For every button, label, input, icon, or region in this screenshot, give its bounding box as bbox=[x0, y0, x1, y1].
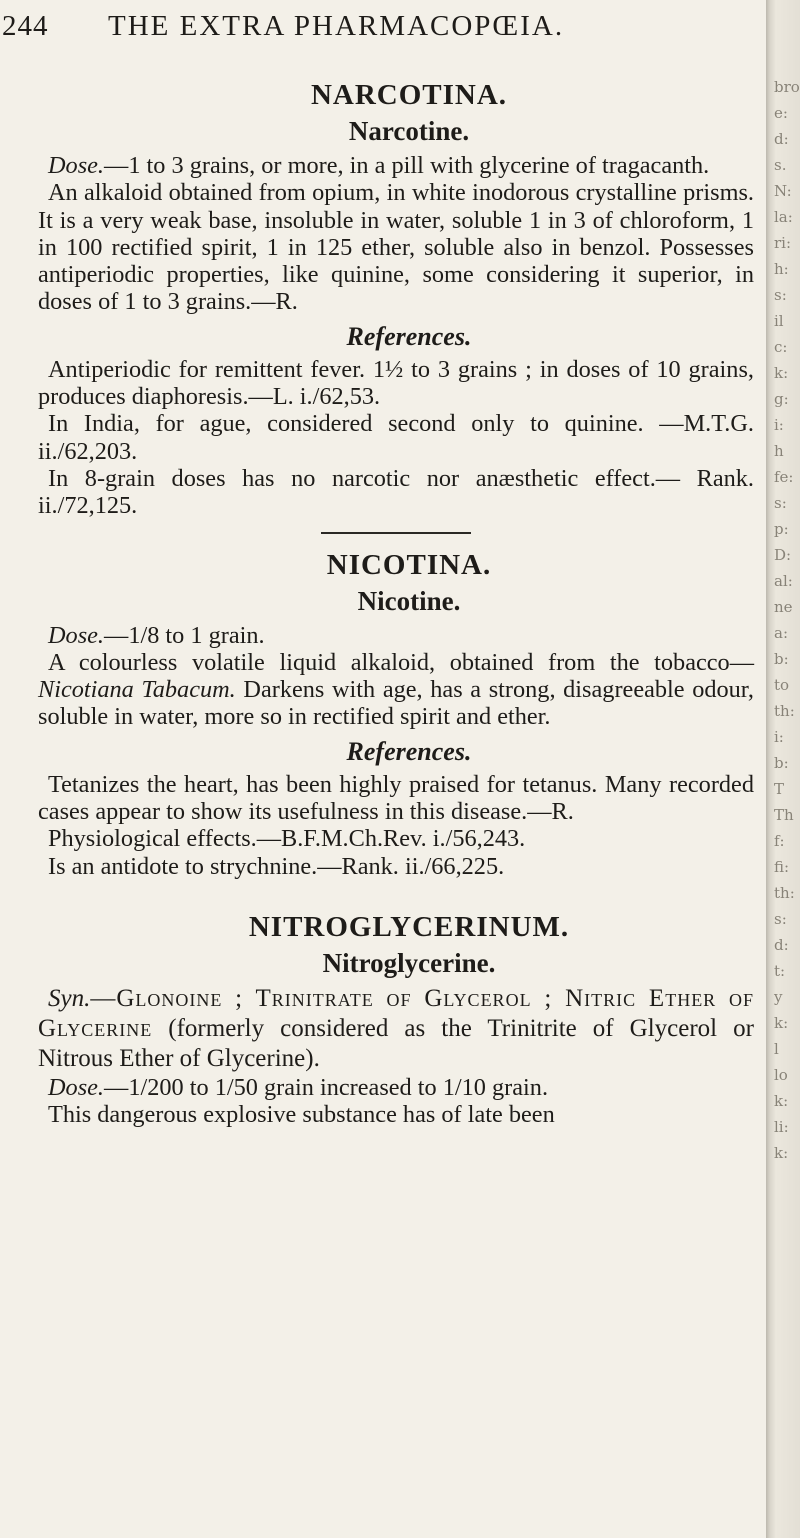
description-paragraph: This dangerous explosive substance has of late been bbox=[48, 1101, 555, 1129]
section-subtitle: Narcotine. bbox=[348, 116, 470, 146]
edge-text-fragment: b: bbox=[774, 650, 789, 668]
edge-text-fragment: y bbox=[774, 988, 783, 1006]
edge-text-fragment: li: bbox=[774, 1118, 789, 1136]
references-heading: References. bbox=[346, 321, 472, 351]
section-title: NICOTINA. bbox=[326, 548, 492, 581]
edge-text-fragment: i: bbox=[774, 416, 784, 434]
page-content bbox=[38, 78, 754, 1129]
section-title: NITROGLYCERINUM. bbox=[248, 910, 570, 943]
section-subtitle: Nicotine. bbox=[357, 585, 461, 616]
edge-text-fragment: t: bbox=[774, 962, 786, 980]
edge-text-fragment: i: bbox=[774, 728, 784, 746]
edge-text-fragment: a: bbox=[774, 624, 788, 642]
section-narcotina bbox=[38, 78, 754, 534]
edge-text-fragment: Th bbox=[774, 806, 794, 824]
edge-text-fragment: f: bbox=[774, 832, 785, 850]
edge-text-fragment: to bbox=[774, 676, 790, 694]
description-text: Darkens with age, has a strong, disagreeable odour, soluble in water, more so in rectified spirit and ether. bbox=[38, 676, 754, 731]
section-nicotina bbox=[38, 548, 754, 910]
reference-item: Physiological effects.—B.F.M.Ch.Rev. i./56,243. bbox=[48, 825, 526, 853]
edge-text-fragment: ne bbox=[774, 598, 793, 616]
edge-text-fragment: b: bbox=[774, 754, 789, 772]
edge-text-fragment: s: bbox=[774, 286, 787, 304]
edge-text-fragment: p: bbox=[774, 520, 789, 538]
section-title: NARCOTINA. bbox=[310, 79, 508, 111]
reference-item: In 8-grain doses has no narcotic nor anæsthetic effect.— Rank. ii./72,125. bbox=[38, 464, 754, 520]
reference-item: Antiperiodic for remittent fever. 1½ to 3 grains ; in doses of 10 grains, produces diaphoresis.—L. i./62,53. bbox=[38, 355, 754, 411]
edge-text-fragment: d: bbox=[774, 936, 789, 954]
reference-item: Is an antidote to strychnine.—Rank. ii./66,225. bbox=[48, 852, 505, 880]
adjacent-page-edge bbox=[766, 0, 800, 1538]
edge-text-fragment: s. bbox=[774, 156, 787, 174]
edge-text-fragment: c: bbox=[774, 338, 788, 356]
edge-text-fragment: s: bbox=[774, 494, 787, 512]
edge-text-fragment: lo bbox=[774, 1066, 788, 1084]
species-name: Nicotiana Tabacum. bbox=[38, 676, 236, 704]
edge-text-fragment: fi: bbox=[774, 858, 790, 876]
edge-text-fragment: la: bbox=[774, 208, 793, 226]
syn-label: Syn. bbox=[48, 984, 91, 1012]
dose-label: Dose. bbox=[48, 1073, 105, 1101]
edge-text-fragment: d: bbox=[774, 130, 789, 148]
edge-text-fragment: T bbox=[774, 780, 785, 798]
edge-text-fragment: s: bbox=[774, 910, 787, 928]
section-spacer bbox=[38, 880, 754, 910]
dose-text: —1/200 to 1/50 grain increased to 1/10 grain. bbox=[104, 1073, 549, 1101]
running-head bbox=[0, 10, 640, 50]
edge-text-fragment: l bbox=[774, 1040, 779, 1058]
description-paragraph bbox=[38, 649, 754, 731]
edge-text-fragment: il bbox=[774, 312, 784, 330]
edge-text-fragment: th: bbox=[774, 884, 795, 902]
synonyms-note: (formerly considered as the Trinitrite of Glycerol or Nitrous Ether of Glycerine). bbox=[38, 1014, 754, 1072]
reference-item: Tetanizes the heart, has been highly praised for tetanus. Many recorded cases appear to show its usefulness in this disease.—R. bbox=[38, 770, 754, 826]
edge-text-fragment: th: bbox=[774, 702, 795, 720]
edge-text-fragment: k: bbox=[774, 1092, 789, 1110]
dose-label: Dose. bbox=[48, 621, 105, 649]
section-nitroglycerinum bbox=[38, 910, 754, 1129]
edge-text-fragment: h bbox=[774, 442, 784, 460]
dose-paragraph bbox=[38, 622, 754, 649]
edge-text-fragment: k: bbox=[774, 364, 789, 382]
references-heading: References. bbox=[346, 736, 472, 766]
edge-text-fragment: e: bbox=[774, 104, 788, 122]
description-text: A colourless volatile liquid alkaloid, obtained from the tobacco— bbox=[48, 648, 754, 676]
edge-text-fragment: fe: bbox=[774, 468, 794, 486]
running-title: THE EXTRA PHARMACOPŒIA. bbox=[108, 10, 565, 42]
dose-paragraph bbox=[38, 152, 754, 179]
edge-text-fragment: k: bbox=[774, 1014, 789, 1032]
edge-text-fragment: g: bbox=[774, 390, 789, 408]
edge-text-fragment: D: bbox=[774, 546, 792, 564]
section-subtitle: Nitroglycerine. bbox=[322, 947, 496, 978]
edge-text-fragment: al: bbox=[774, 572, 793, 590]
edge-text-fragment: N: bbox=[774, 182, 792, 200]
edge-text-fragment: k: bbox=[774, 1144, 789, 1162]
edge-text-fragment: bro bbox=[774, 78, 800, 96]
page-number: 244 bbox=[2, 10, 49, 42]
section-divider bbox=[321, 532, 471, 534]
edge-text-fragment: h: bbox=[774, 260, 789, 278]
edge-text-fragment: ri: bbox=[774, 234, 792, 252]
reference-item: In India, for ague, considered second only to quinine. —M.T.G. ii./62,203. bbox=[38, 410, 754, 465]
dose-label: Dose. bbox=[48, 152, 105, 179]
dose-text: —1/8 to 1 grain. bbox=[104, 621, 265, 649]
synonyms-text: —Glonoine ; Trinitrate of Glycerol ; Nitric Ether of Glycerine bbox=[38, 984, 754, 1042]
description-paragraph: An alkaloid obtained from opium, in white inodorous crystalline prisms. It is a very weak base, insoluble in water, soluble 1 in 3 of chloroform, 1 in 100 rectified spirit, 1 in 125 ether, soluble also in benzol. Possesses antiperiodic properties, like quinine, some considering it superior, in doses of 1 to 3 grains.—R. bbox=[38, 179, 754, 316]
dose-paragraph bbox=[38, 1074, 754, 1101]
dose-text: —1 to 3 grains, or more, in a pill with glycerine of tragacanth. bbox=[104, 152, 710, 179]
synonyms-paragraph bbox=[38, 984, 754, 1074]
